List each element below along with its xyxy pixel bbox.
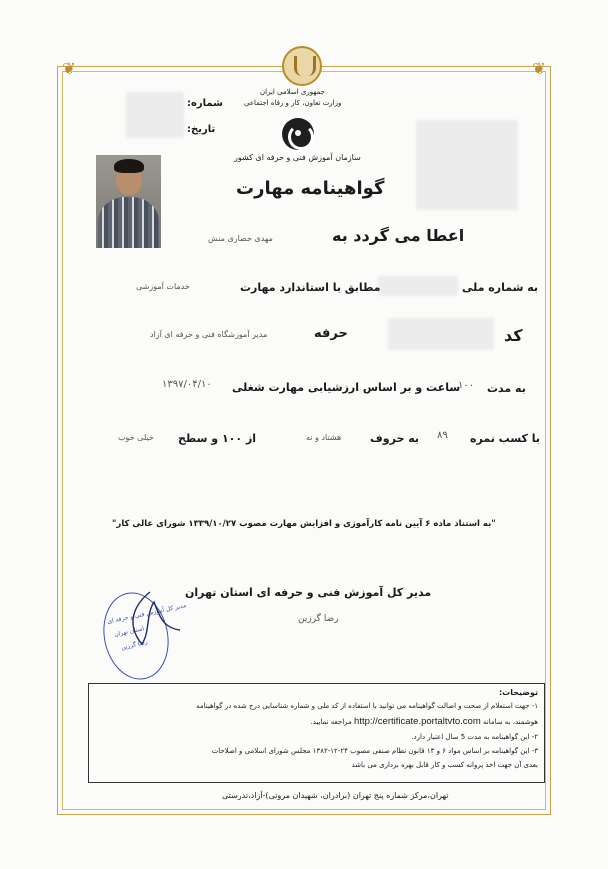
stamp-line: استان تهران <box>113 625 145 639</box>
ornament-corner-icon: ❦ <box>62 59 76 78</box>
footer-address: تهران،مرکز شماره پنج تهران (برادران، شهیدان مروتی)-آزاد،تدرستی <box>222 791 449 800</box>
profession-value: مدیر آموزشگاه فنی و حرفه ای آزاد <box>150 330 268 339</box>
tvto-logo-icon <box>282 118 314 150</box>
holder-name: مهدی حصاری منش <box>208 234 273 243</box>
stamp-line: رضا گرزین <box>120 638 149 652</box>
header-organization: سازمان آموزش فنی و حرفه ای کشور <box>234 153 361 162</box>
certificate-title: گواهینامه مهارت <box>236 178 385 199</box>
score-label: با کسب نمره <box>470 432 540 445</box>
score-letters-label: به حروف <box>370 432 420 445</box>
stamp-line: مدیر کل آموزش فنی و حرفه ای <box>106 601 187 626</box>
assessment-date: ۱۳۹۷/۰۴/۱۰ <box>162 379 212 390</box>
redacted-national-id <box>378 276 458 296</box>
notes-heading: توضیحات: <box>498 688 538 697</box>
notes-line-1: ۱- جهت استعلام از صحت و اصالت گواهینامه می توانید با استفاده از کد ملی و شماره شناسایی درج شده در گواهینامه <box>196 702 538 710</box>
header-ministry: وزارت تعاون، کار و رفاه اجتماعی <box>244 99 342 107</box>
duration-label: به مدت <box>487 382 526 395</box>
legal-basis: "به استناد ماده ۶ آیین نامه کارآموزی و افزایش مهارت مصوب ۱۳۳۹/۱۰/۲۷ شورای عالی کار" <box>112 519 496 529</box>
duration-text: ساعت و بر اساس ارزشیابی مهارت شغلی <box>232 381 461 394</box>
score-value: ۸۹ <box>437 430 448 441</box>
ornament-corner-icon: ❦ <box>532 59 546 78</box>
notes-line-5: بعدی آن جهت اخذ پروانه کسب و کار قابل بهره برداری می باشد <box>351 761 538 769</box>
score-scale: از ۱۰۰ و سطح <box>178 432 257 445</box>
iran-emblem-icon <box>282 46 322 86</box>
duration-value: ۱۰۰ <box>458 380 475 391</box>
notes-line-2b: مراجعه نمایید. <box>310 718 352 726</box>
header-republic: جمهوری اسلامی ایران <box>260 88 325 96</box>
director-title: مدیر کل آموزش فنی و حرفه ای استان تهران <box>185 586 432 599</box>
national-id-label: به شماره ملی <box>462 281 539 294</box>
standard-value: خدمات آموزشی <box>136 282 190 291</box>
score-level: خیلی خوب <box>118 433 154 442</box>
director-name: رضا گرزین <box>298 614 339 624</box>
notes-line-2a: هوشمند، به سامانه <box>483 718 538 726</box>
notes-line-2 <box>310 716 538 727</box>
code-label: کد <box>504 326 523 345</box>
redacted-qr-code <box>416 120 518 210</box>
notes-line-4: ۳- این گواهینامه بر اساس مواد ۶ و ۱۳ قانون نظام صنفی مصوب ۲۴-۱۲-۱۳۸۲ مجلس شورای اسلامی و اصلاحات <box>211 747 538 755</box>
date-label: تاریخ: <box>187 124 216 135</box>
number-label: شماره: <box>187 98 223 109</box>
holder-photo <box>96 155 161 248</box>
score-letters-value: هشتاد و نه <box>306 433 342 442</box>
profession-label: حرفه <box>314 326 348 341</box>
verification-url[interactable]: http://certificate.portaltvto.com <box>354 716 481 727</box>
redacted-number-date <box>126 92 184 138</box>
notes-line-3: ۲- این گواهینامه به مدت 5 سال اعتبار دارد. <box>411 733 538 741</box>
award-label: اعطا می گردد به <box>332 226 465 245</box>
director-signature <box>120 588 190 648</box>
redacted-code <box>388 318 494 350</box>
notes-box <box>88 683 545 783</box>
standard-label: مطابق با استاندارد مهارت <box>240 281 381 294</box>
